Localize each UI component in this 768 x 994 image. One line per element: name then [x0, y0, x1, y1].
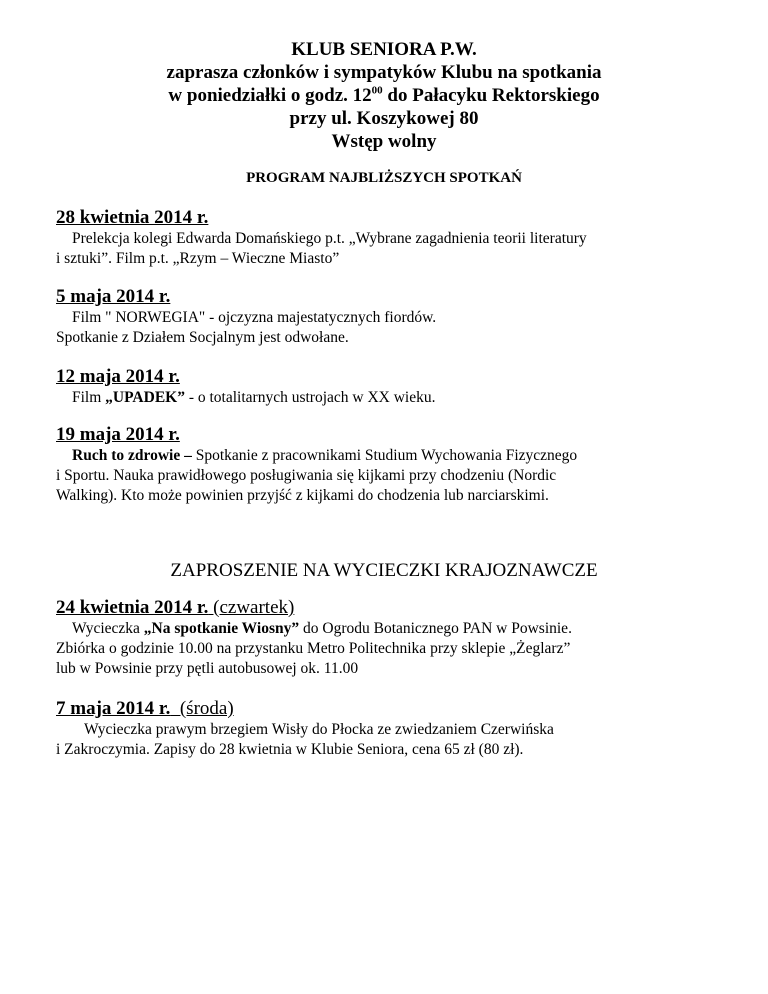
meeting-date: 5 maja 2014 r.	[56, 286, 171, 307]
place-text: do Pałacyku Rektorskiego	[382, 85, 600, 106]
trip-description: Wycieczka prawym brzegiem Wisły do Płocka ze zwiedzaniem Czerwińska i Zakroczymia. Zapisy do 28 kwietnia w Klubie Seniora, cena 65 zł (80 zł).	[56, 721, 554, 758]
time-place-line	[0, 84, 768, 107]
trips-title: ZAPROSZENIE NA WYCIECZKI KRAJOZNAWCZE	[170, 560, 598, 581]
club-name: KLUB SENIORA P.W.	[291, 39, 477, 60]
meeting-description: Film " NORWEGIA" - ojczyzna majestatycznych fiordów. Spotkanie z Działem Socjalnym jest odwołane.	[56, 309, 437, 346]
trip-description: Wycieczka „Na spotkanie Wiosny” do Ogrodu Botanicznego PAN w Powsinie. Zbiórka o godzinie 10.00 na przystanku Metro Politechnika przy sklepie „Żeglarz” lub w Powsinie przy pętli autobusowej ok. 11.00	[56, 620, 572, 677]
meeting-item	[56, 366, 696, 408]
meeting-date: 28 kwietnia 2014 r.	[56, 207, 209, 228]
time-minutes: 00	[371, 84, 383, 97]
meeting-date: 19 maja 2014 r.	[56, 424, 180, 445]
program-title: PROGRAM NAJBLIŻSZYCH SPOTKAŃ	[246, 170, 522, 186]
trip-item	[56, 698, 696, 760]
address-line: przy ul. Koszykowej 80	[289, 108, 479, 129]
meeting-item	[56, 424, 696, 506]
meeting-item	[56, 207, 696, 269]
trip-date: 7 maja 2014 r. (środa)	[56, 698, 234, 719]
meeting-description: Prelekcja kolegi Edwarda Domańskiego p.t. „Wybrane zagadnienia teorii literatury i sztuki”. Film p.t. „Rzym – Wieczne Miasto”	[56, 230, 587, 267]
header	[0, 38, 768, 153]
meeting-description: Ruch to zdrowie – Spotkanie z pracownikami Studium Wychowania Fizycznego i Sportu. Nauka prawidłowego posługiwania się kijkami przy chodzeniu (Nordic Walking). Kto może powinien przyjść z kijkami do chodzenia lub narciarskimi.	[56, 447, 578, 504]
invitation-line: zaprasza członków i sympatyków Klubu na spotkania	[166, 62, 602, 83]
free-entry: Wstęp wolny	[331, 131, 437, 152]
meeting-date: 12 maja 2014 r.	[56, 366, 180, 387]
trip-date: 24 kwietnia 2014 r. (czwartek)	[56, 597, 295, 618]
trip-item	[56, 597, 696, 679]
meeting-item	[56, 286, 696, 348]
time-text: w poniedziałki o godz. 12	[168, 85, 372, 106]
meeting-description: Film „UPADEK” - o totalitarnych ustrojach w XX wieku.	[72, 389, 436, 406]
